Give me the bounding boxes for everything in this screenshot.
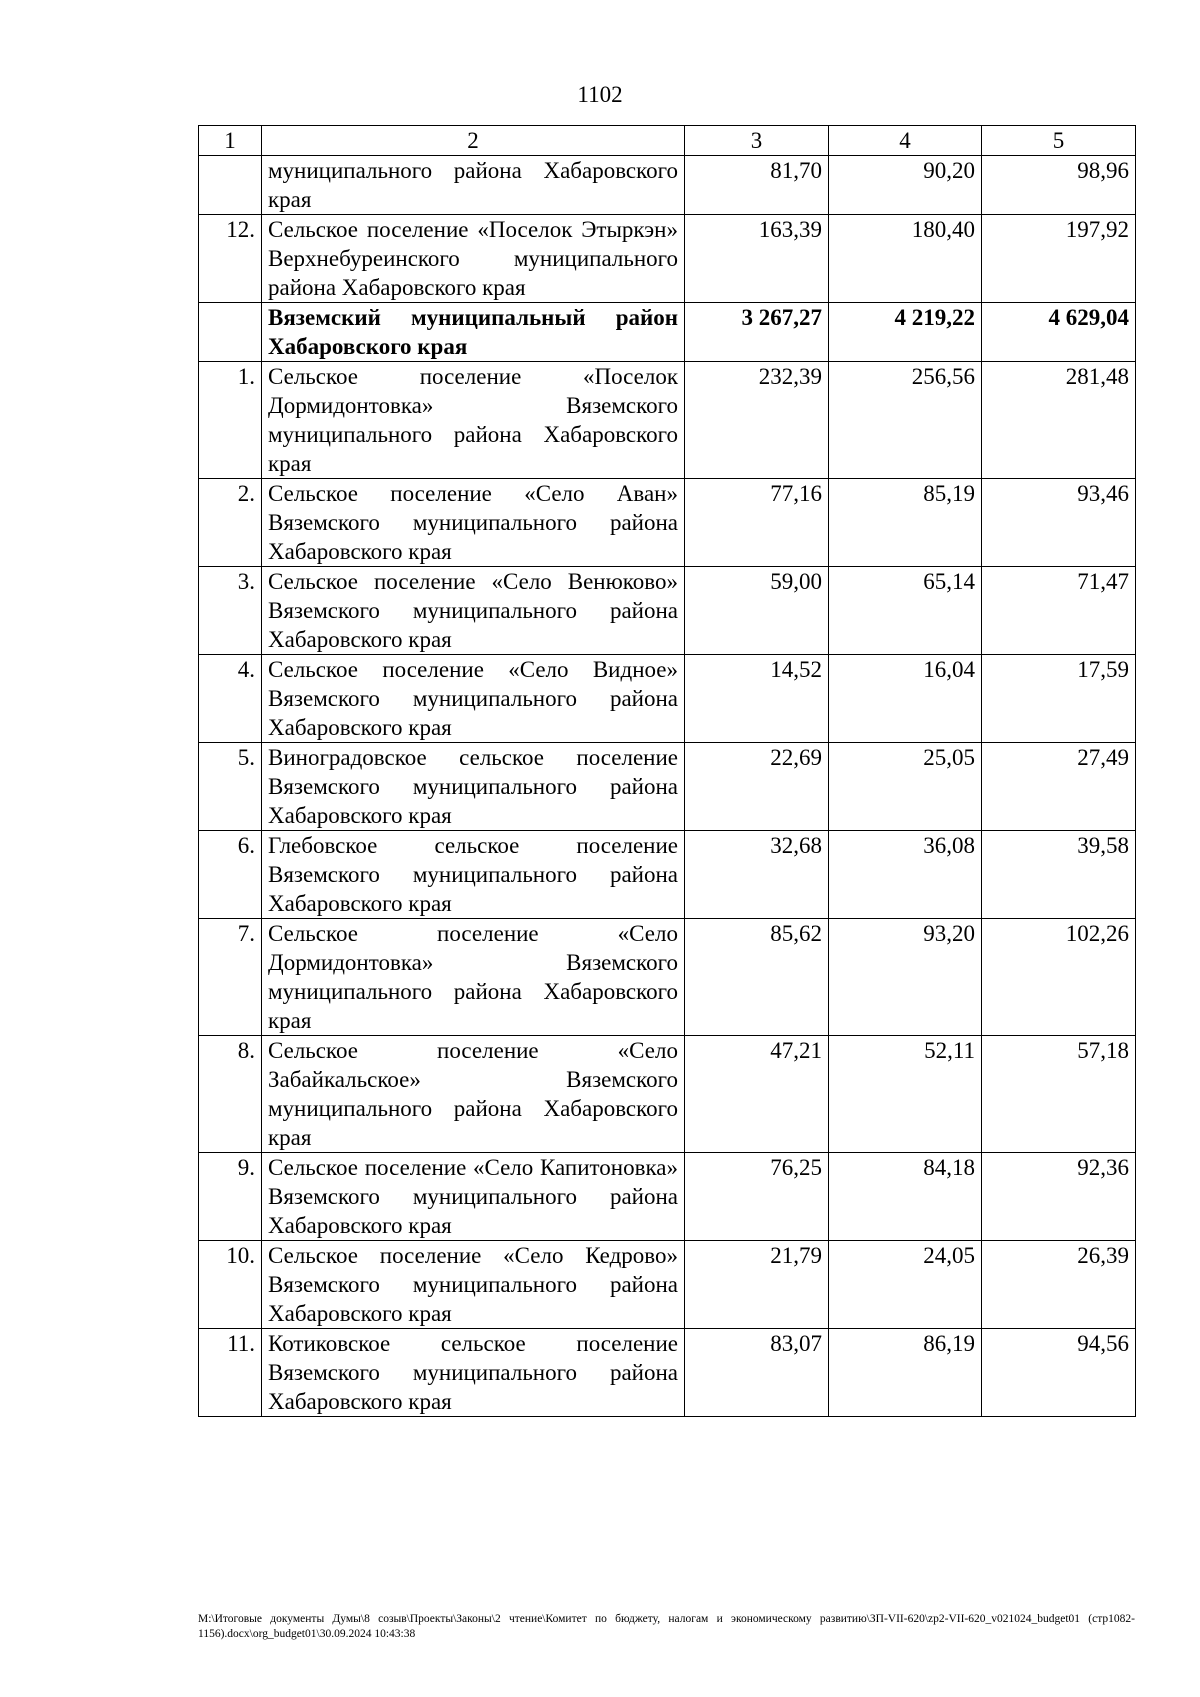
document-path-footer: М:\Итоговые документы Думы\8 созыв\Проекты\Законы\2 чтение\Комитет по бюджету, налогам и экономическому развитию\ЗП-VII-620\zp2-VII-620_v021024_budget01 (стр1082-1156).docx\org_budget01\30.09.2024 10:43:38 — [198, 1613, 1135, 1640]
table-row — [199, 1241, 1136, 1329]
row-number-cell: 7. — [199, 919, 262, 1036]
value-col4-cell: 16,04 — [829, 655, 982, 743]
table-row — [199, 215, 1136, 303]
settlement-name-cell: Сельское поселение «Село Видное» Вяземского муниципального района Хабаровского края — [262, 655, 685, 743]
row-number-cell: 8. — [199, 1036, 262, 1153]
column-header: 3 — [685, 126, 829, 156]
settlement-name-cell: Вяземский муниципальный район Хабаровского края — [262, 303, 685, 362]
table-row — [199, 567, 1136, 655]
column-header: 5 — [982, 126, 1136, 156]
table-row — [199, 743, 1136, 831]
settlement-name-cell: Сельское поселение «Село Кедрово» Вяземского муниципального района Хабаровского края — [262, 1241, 685, 1329]
value-col5-cell: 197,92 — [982, 215, 1136, 303]
table-header-row — [199, 126, 1136, 156]
settlement-name-cell: Котиковское сельское поселение Вяземского муниципального района Хабаровского края — [262, 1329, 685, 1417]
budget-table — [198, 125, 1136, 1417]
value-col5-cell: 98,96 — [982, 156, 1136, 215]
value-col5-cell: 4 629,04 — [982, 303, 1136, 362]
table-row — [199, 655, 1136, 743]
value-col4-cell: 65,14 — [829, 567, 982, 655]
value-col5-cell: 281,48 — [982, 362, 1136, 479]
settlement-name-cell: Сельское поселение «Поселок Дормидонтовка» Вяземского муниципального района Хабаровского края — [262, 362, 685, 479]
settlement-name-cell: Глебовское сельское поселение Вяземского муниципального района Хабаровского края — [262, 831, 685, 919]
value-col4-cell: 93,20 — [829, 919, 982, 1036]
table-row — [199, 831, 1136, 919]
value-col5-cell: 102,26 — [982, 919, 1136, 1036]
value-col4-cell: 90,20 — [829, 156, 982, 215]
value-col5-cell: 94,56 — [982, 1329, 1136, 1417]
table-row — [199, 362, 1136, 479]
settlement-name-cell: Сельское поселение «Поселок Этыркэн» Верхнебуреинского муниципального района Хабаровского края — [262, 215, 685, 303]
value-col5-cell: 27,49 — [982, 743, 1136, 831]
page-number: 1102 — [577, 82, 623, 107]
row-number-cell: 12. — [199, 215, 262, 303]
settlement-name-cell: Виноградовское сельское поселение Вяземского муниципального района Хабаровского края — [262, 743, 685, 831]
settlement-name-cell: Сельское поселение «Село Капитоновка» Вяземского муниципального района Хабаровского края — [262, 1153, 685, 1241]
column-header: 1 — [199, 126, 262, 156]
table-row — [199, 303, 1136, 362]
table-row — [199, 1036, 1136, 1153]
value-col3-cell: 14,52 — [685, 655, 829, 743]
value-col3-cell: 232,39 — [685, 362, 829, 479]
table-row — [199, 479, 1136, 567]
value-col3-cell: 77,16 — [685, 479, 829, 567]
value-col3-cell: 22,69 — [685, 743, 829, 831]
row-number-cell: 10. — [199, 1241, 262, 1329]
value-col3-cell: 76,25 — [685, 1153, 829, 1241]
value-col5-cell: 92,36 — [982, 1153, 1136, 1241]
row-number-cell — [199, 303, 262, 362]
row-number-cell: 9. — [199, 1153, 262, 1241]
value-col3-cell: 21,79 — [685, 1241, 829, 1329]
row-number-cell: 6. — [199, 831, 262, 919]
value-col3-cell: 47,21 — [685, 1036, 829, 1153]
table-row — [199, 1329, 1136, 1417]
column-header: 4 — [829, 126, 982, 156]
value-col4-cell: 85,19 — [829, 479, 982, 567]
table-body — [199, 156, 1136, 1417]
value-col3-cell: 85,62 — [685, 919, 829, 1036]
table-row — [199, 919, 1136, 1036]
settlement-name-cell: Сельское поселение «Село Дормидонтовка» Вяземского муниципального района Хабаровского края — [262, 919, 685, 1036]
value-col3-cell: 59,00 — [685, 567, 829, 655]
settlement-name-cell: Сельское поселение «Село Аван» Вяземского муниципального района Хабаровского края — [262, 479, 685, 567]
settlement-name-cell: Сельское поселение «Село Забайкальское» Вяземского муниципального района Хабаровского края — [262, 1036, 685, 1153]
value-col4-cell: 180,40 — [829, 215, 982, 303]
value-col4-cell: 4 219,22 — [829, 303, 982, 362]
value-col5-cell: 39,58 — [982, 831, 1136, 919]
value-col3-cell: 163,39 — [685, 215, 829, 303]
value-col3-cell: 83,07 — [685, 1329, 829, 1417]
row-number-cell: 11. — [199, 1329, 262, 1417]
value-col4-cell: 256,56 — [829, 362, 982, 479]
row-number-cell: 4. — [199, 655, 262, 743]
value-col5-cell: 93,46 — [982, 479, 1136, 567]
value-col4-cell: 24,05 — [829, 1241, 982, 1329]
value-col5-cell: 26,39 — [982, 1241, 1136, 1329]
column-header: 2 — [262, 126, 685, 156]
value-col3-cell: 3 267,27 — [685, 303, 829, 362]
row-number-cell: 3. — [199, 567, 262, 655]
row-number-cell: 1. — [199, 362, 262, 479]
settlement-name-cell: Сельское поселение «Село Венюково» Вяземского муниципального района Хабаровского края — [262, 567, 685, 655]
value-col4-cell: 84,18 — [829, 1153, 982, 1241]
value-col5-cell: 71,47 — [982, 567, 1136, 655]
row-number-cell — [199, 156, 262, 215]
value-col4-cell: 36,08 — [829, 831, 982, 919]
value-col3-cell: 81,70 — [685, 156, 829, 215]
value-col5-cell: 17,59 — [982, 655, 1136, 743]
value-col4-cell: 86,19 — [829, 1329, 982, 1417]
value-col5-cell: 57,18 — [982, 1036, 1136, 1153]
settlement-name-cell: муниципального района Хабаровского края — [262, 156, 685, 215]
value-col4-cell: 52,11 — [829, 1036, 982, 1153]
table-row — [199, 1153, 1136, 1241]
value-col4-cell: 25,05 — [829, 743, 982, 831]
row-number-cell: 2. — [199, 479, 262, 567]
table-row — [199, 156, 1136, 215]
value-col3-cell: 32,68 — [685, 831, 829, 919]
row-number-cell: 5. — [199, 743, 262, 831]
